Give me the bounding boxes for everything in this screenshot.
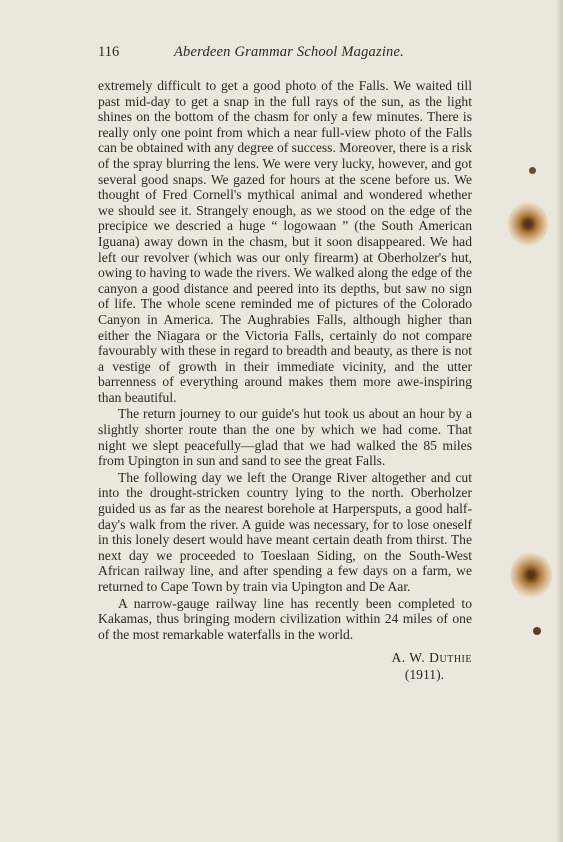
paragraph: A narrow-gauge railway line has recently been completed to Kakamas, thus bringing modern civilization within 24 miles of one of the most remarkable waterfalls in the world. [98,595,472,642]
paragraph: The return journey to our guide's hut took us about an hour by a slightly shorter route than the one by which we had come. That night we slept peacefully—glad that we had walked the 85 miles from Upington in sun and sand to see the great Falls. [98,406,472,469]
paper-stain [510,552,552,598]
page-header [98,44,478,62]
author-year: (1911). [404,667,444,682]
paragraph: The following day we left the Orange River altogether and cut into the drought-stricken country lying to the north. Oberholzer guided us as far as the nearest borehole at Harpersputs, a good half-day's walk from the river. A guide was necessary, for to lose oneself in this lonely desert would have meant certain death from thirst. The next day we proceeded to Toeslaan Siding, on the South-West African railway line, and after spending a few days on a farm, we returned to Cape Town by train via Upington and De Aar. [98,469,472,594]
running-title: Aberdeen Grammar School Magazine. [174,44,404,60]
article-body [98,78,472,642]
paper-stain [508,202,548,246]
paragraph: extremely difficult to get a good photo of the Falls. We waited till past mid-day to get a snap in the full rays of the sun, as the light shines on the bottom of the chasm for only a few minutes. There is really only one point from which a near full-view photo of the Falls can be obtained with any degree of success. Moreover, there is a risk of the spray blurring the lens. We were very lucky, however, and got several good snaps. We gazed for hours at the scene before us. We thought of Fred Cornell's mythical animal and wondered whether we should see it. Strangely enough, as we stood on the edge of the precipice we descried a huge “ logowaan ” (the South American Iguana) away down in the chasm, but it soon disappeared. We had left our revolver (which was our only firearm) at Oberholzer's hut, owing to having to wade the rivers. We walked along the edge of the canyon a good distance and peered into its depths, but saw no sign of life. The whole scene reminded me of pictures of the Colorado Canyon in America. The Aughrabies Falls, although higher than either the Niagara or the Victoria Falls, certainly do not compare favourably with these in regard to breadth and beauty, as there is not a vestige of growth in their immediate vicinity, and the utter barrenness of everything around makes them more awe-inspiring than beautiful. [98,78,472,405]
page-number: 116 [98,44,120,60]
paper-stain [533,627,541,635]
page-edge-shadow [555,0,563,842]
paper-stain [529,167,536,174]
author-name: A. W. Duthie [391,650,472,665]
